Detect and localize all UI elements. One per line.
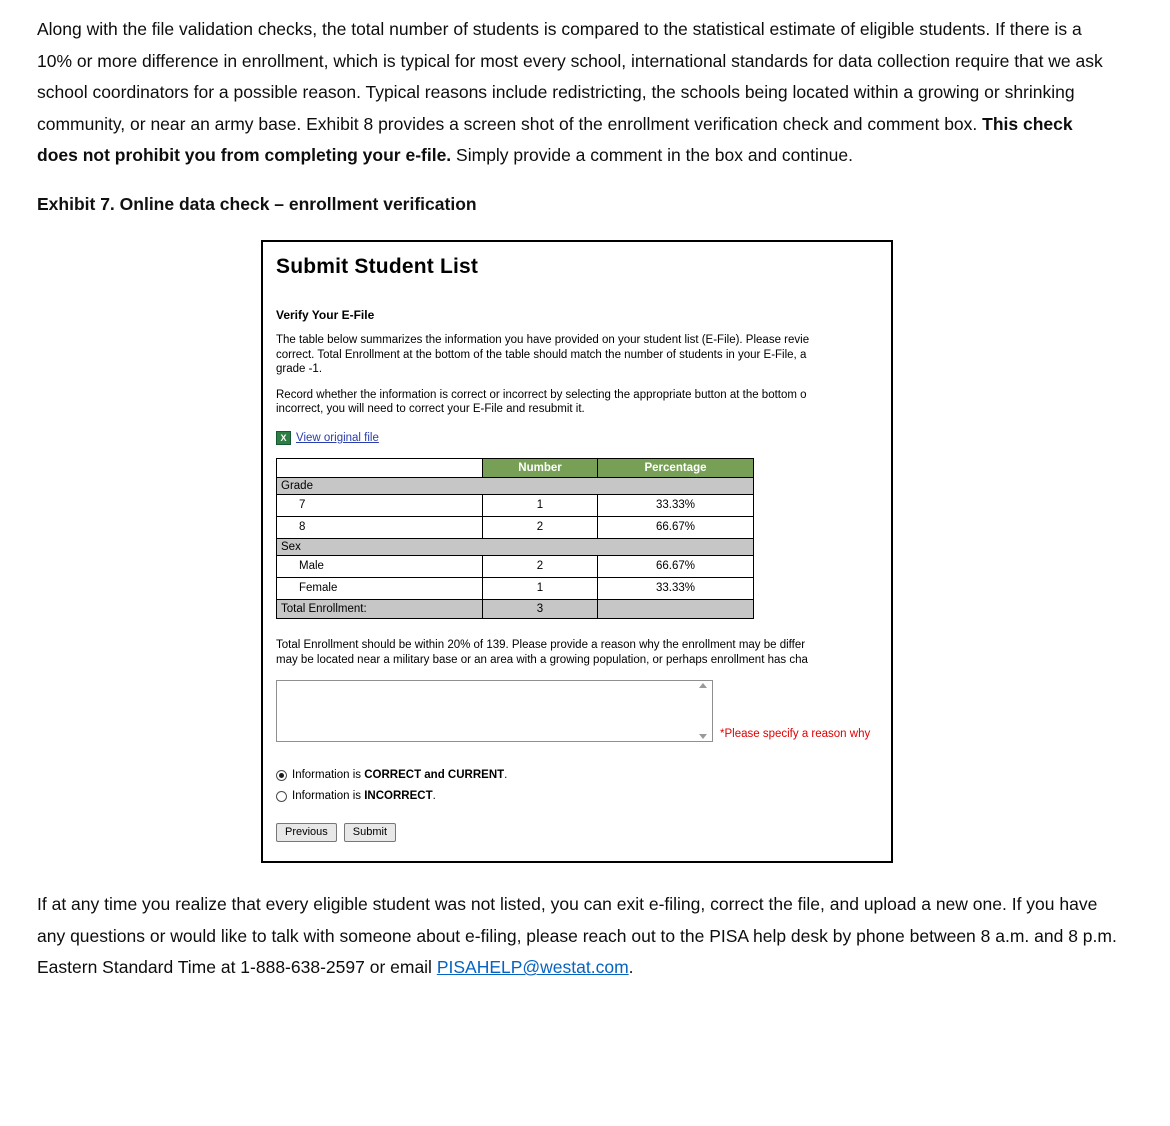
row-number: 2 (483, 516, 598, 538)
table-header-row (277, 458, 754, 477)
radio-label-bold: CORRECT and CURRENT (364, 769, 505, 782)
exhibit-caption: Exhibit 7. Online data check – enrollment verification (37, 193, 477, 214)
summary-paragraph (276, 333, 891, 377)
header-number: Number (483, 458, 598, 477)
form-buttons (276, 823, 891, 842)
row-percentage: 33.33% (598, 577, 754, 599)
verify-efile-heading: Verify Your E-File (276, 307, 375, 322)
reason-comment-textarea[interactable] (276, 680, 713, 742)
closing-text-2: . (628, 957, 634, 978)
row-label: 8 (277, 516, 483, 538)
row-label: 7 (277, 494, 483, 516)
row-label: Male (277, 555, 483, 577)
header-percentage: Percentage (598, 458, 754, 477)
section-label-grade: Grade (277, 477, 754, 494)
table-row (277, 516, 754, 538)
radio-option-incorrect[interactable] (276, 790, 891, 802)
record-paragraph (276, 388, 891, 417)
row-percentage: 33.33% (598, 494, 754, 516)
textarea-scrollbar[interactable] (696, 683, 710, 739)
text-line: incorrect, you will need to correct your E-File and resubmit it. (276, 403, 585, 416)
radio-label-text: . (504, 769, 508, 782)
intro-text-2: Simply provide a comment in the box and continue. (451, 145, 853, 166)
enrollment-table (276, 458, 754, 619)
row-percentage: 66.67% (598, 516, 754, 538)
screenshot-page-title: Submit Student List (276, 254, 479, 278)
radio-label-bold: INCORRECT (364, 790, 433, 803)
comment-row (276, 680, 891, 742)
section-label-sex: Sex (277, 538, 754, 555)
closing-text-1: If at any time you realize that every eligible student was not listed, you can exit e-filing, correct the file, and upload a new one. If you have any questions or would like to talk with someone about e-filing, please reach out to the PISA help desk by phone between 8 a.m. and 8 p.m. Eastern Standard Time at 1-888-638-2597 or email (37, 893, 1117, 978)
radio-option-correct[interactable] (276, 769, 891, 781)
intro-paragraph (37, 6, 1117, 172)
scroll-down-icon[interactable] (699, 734, 707, 739)
submit-button[interactable]: Submit (344, 823, 396, 842)
radio-correct-button[interactable] (276, 770, 287, 781)
view-original-file-link[interactable]: View original file (296, 431, 379, 444)
text-line: grade -1. (276, 363, 323, 376)
intro-bold-text: This check does not prohibit you from completing your e-file. (37, 113, 1073, 166)
row-percentage: 66.67% (598, 555, 754, 577)
table-row (277, 577, 754, 599)
total-row (277, 599, 754, 618)
scroll-up-icon[interactable] (699, 683, 707, 688)
previous-button[interactable]: Previous (276, 823, 337, 842)
row-number: 1 (483, 577, 598, 599)
total-percentage-empty (598, 599, 754, 618)
row-number: 2 (483, 555, 598, 577)
specify-reason-warning: *Please specify a reason why (720, 728, 871, 741)
radio-incorrect-button[interactable] (276, 791, 287, 802)
exhibit-screenshot (261, 240, 893, 863)
total-label: Total Enrollment: (277, 599, 483, 618)
radio-label-text: Information is (292, 790, 365, 803)
text-line: Total Enrollment should be within 20% of 139. Please provide a reason why the enrollment may be differ (276, 638, 806, 651)
row-number: 1 (483, 494, 598, 516)
text-line: Record whether the information is correct or incorrect by selecting the appropriate button at the bottom o (276, 388, 807, 401)
radio-incorrect-label (292, 790, 436, 802)
radio-correct-label (292, 769, 507, 781)
total-number: 3 (483, 599, 598, 618)
radio-label-text: Information is (292, 769, 365, 782)
closing-paragraph (37, 863, 1117, 984)
view-file-row (276, 431, 891, 445)
table-row (277, 555, 754, 577)
intro-text-1: Along with the file validation checks, the total number of students is compared to the statistical estimate of eligible students. If there is a 10% or more difference in enrollment, which is typical for most every school, international standards for data collection require that we ask school coordinators for a possible reason. Typical reasons include redistricting, the schools being located within a growing or shrinking community, or near an army base. Exhibit 8 provides a screen shot of the enrollment verification check and comment box. (37, 19, 1103, 134)
text-line: The table below summarizes the information you have provided on your student list (E-File). Please revie (276, 333, 810, 346)
table-row (277, 494, 754, 516)
radio-label-text: . (432, 790, 436, 803)
header-empty-cell (277, 458, 483, 477)
section-row-grade (277, 477, 754, 494)
pisahelp-email-link[interactable]: PISAHELP@westat.com (436, 957, 629, 978)
text-line: correct. Total Enrollment at the bottom of the table should match the number of students in your E-File, a (276, 348, 807, 361)
row-label: Female (277, 577, 483, 599)
text-line: may be located near a military base or an area with a growing population, or perhaps enrollment has cha (276, 653, 808, 666)
excel-file-icon: X (276, 431, 291, 445)
enrollment-note (276, 638, 891, 667)
section-row-sex (277, 538, 754, 555)
